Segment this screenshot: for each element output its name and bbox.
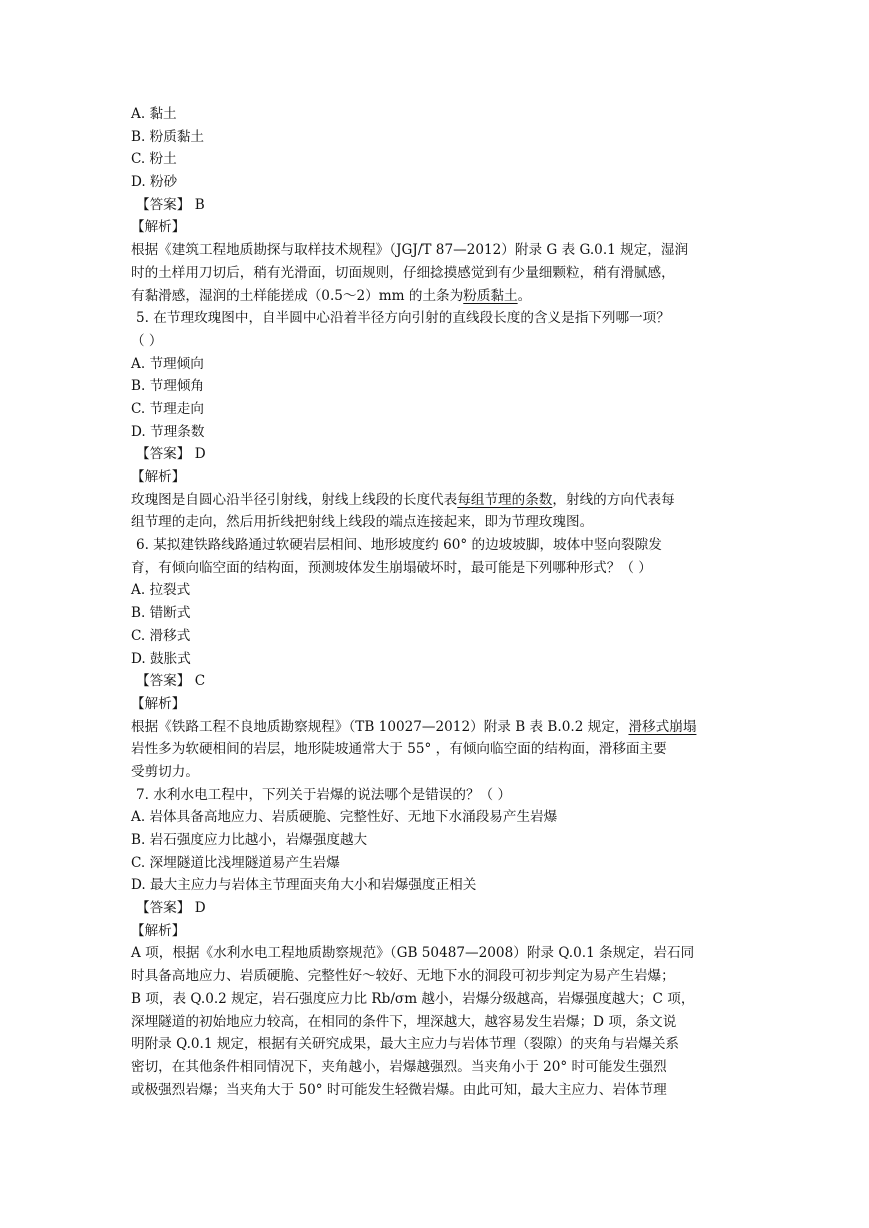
q5-option-b: B. 节理倾角: [131, 378, 205, 395]
q6-analysis-label: 【解析】: [131, 695, 186, 712]
q7-analysis-line: 或极强烈岩爆；当夹角大于 50° 时可能发生轻微岩爆。由此可知，最大主应力、岩体节理: [131, 1081, 667, 1098]
q5-option-d: D. 节理条数: [131, 423, 205, 440]
q7-analysis-line: A 项，根据《水利水电工程地质勘察规范》（GB 50487—2008）附录 Q.0.1 条规定，岩石同: [131, 945, 695, 962]
q7-option-c: C. 深埋隧道比浅埋隧道易产生岩爆: [131, 854, 340, 871]
q5-analysis-label: 【解析】: [131, 469, 186, 485]
q6-analysis-text: 根据《铁路工程不良地质勘察规程》（TB 10027—2012）附录 B 表 B.0.2 规定，: [131, 718, 629, 735]
document-page: [131, 103, 741, 1101]
q4-answer: 【答案】 B: [136, 196, 205, 213]
q7-stem: 7. 水利水电工程中，下列关于岩爆的说法哪个是错误的？（ ）: [136, 786, 512, 803]
q5-stem: 5. 在节理玫瑰图中，自半圆中心沿着半径方向引射的直线段长度的含义是指下列哪一项？: [136, 310, 670, 327]
q4-option-b: B. 粉质黏土: [131, 128, 205, 145]
q4-analysis-underlined: 粉质黏土: [463, 287, 518, 304]
q5-analysis-line: 组节理的走向，然后用折线把射线上线段的端点连接起来，即为节理玫瑰图。: [131, 514, 594, 531]
q4-option-a: A. 黏土: [131, 106, 177, 122]
q6-analysis-underlined: 滑移式崩塌: [628, 718, 697, 735]
q7-analysis-line: 明附录 Q.0.1 规定，根据有关研究成果，最大主应力与岩体节理（裂隙）的夹角与岩爆关系: [131, 1036, 680, 1053]
q5-analysis-text: ，射线的方向代表每: [552, 491, 675, 508]
q4-option-c: C. 粉土: [131, 151, 177, 168]
q6-analysis-line: 受剪切力。: [131, 763, 199, 780]
q6-answer: 【答案】 C: [136, 673, 206, 690]
q7-analysis-line: 密切，在其他条件相同情况下，夹角越小，岩爆越强烈。当夹角小于 20° 时可能发生强烈: [131, 1058, 667, 1075]
q5-analysis-underlined: 每组节理的条数: [457, 491, 553, 508]
q5-option-a: A. 节理倾向: [131, 355, 204, 372]
q7-analysis-line: 时具备高地应力、岩质硬脆、完整性好～较好、无地下水的洞段可初步判定为易产生岩爆；: [131, 968, 675, 985]
q5-analysis-line: [131, 489, 741, 512]
q5-answer: 【答案】 D: [136, 446, 206, 463]
q6-stem: 育，有倾向临空面的结构面，预测坡体发生崩塌破坏时，最可能是下列哪种形式？（ ）: [131, 559, 652, 576]
q4-analysis-line: 根据《建筑工程地质勘探与取样技术规程》（JGJ/T 87—2012）附录 G 表 G.0.1 规定，湿润: [131, 242, 689, 259]
q6-analysis-line: 岩性多为软硬相间的岩层，地形陡坡通常大于 55° ，有倾向临空面的结构面，滑移面主要: [131, 741, 667, 758]
q6-analysis-line: [131, 716, 741, 739]
q4-analysis-text: 有黏滑感，湿润的土样能搓成（0.5～2）mm 的土条为: [131, 287, 464, 304]
q4-option-d: D. 粉砂: [131, 174, 178, 191]
q6-stem: 6. 某拟建铁路线路通过软硬岩层相间、地形坡度约 60° 的边坡坡脚，坡体中竖向裂隙发: [136, 537, 662, 554]
q7-option-a: A. 岩体具备高地应力、岩质硬脆、完整性好、无地下水涌段易产生岩爆: [131, 809, 558, 826]
q7-analysis-line: B 项，表 Q.0.2 规定，岩石强度应力比 Rb/σm 越小，岩爆分级越高，岩爆强度越大；C 项，: [131, 990, 695, 1007]
q7-analysis-line: 深埋隧道的初始地应力较高，在相同的条件下，埋深越大，越容易发生岩爆；D 项，条文说: [131, 1013, 677, 1030]
q5-option-c: C. 节理走向: [131, 400, 204, 417]
q4-analysis-line: [131, 285, 741, 308]
q7-option-b: B. 岩石强度应力比越小，岩爆强度越大: [131, 832, 368, 848]
q6-option-c: C. 滑移式: [131, 627, 191, 644]
q7-option-d: D. 最大主应力与岩体主节理面夹角大小和岩爆强度正相关: [131, 877, 477, 894]
q7-answer: 【答案】 D: [136, 900, 206, 917]
q4-analysis-label: 【解析】: [131, 219, 186, 236]
q4-analysis-end: 。: [517, 287, 532, 304]
q5-stem-blank: （ ）: [131, 332, 163, 349]
q6-option-b: B. 错断式: [131, 605, 191, 622]
q6-option-a: A. 拉裂式: [131, 582, 191, 599]
q6-option-d: D. 鼓胀式: [131, 650, 191, 667]
q4-analysis-line: 时的土样用刀切后，稍有光滑面，切面规则，仔细捻摸感觉到有少量细颗粒，稍有滑腻感，: [131, 264, 675, 281]
q7-analysis-label: 【解析】: [131, 922, 186, 939]
q5-analysis-text: 玫瑰图是自圆心沿半径引射线，射线上线段的长度代表: [131, 491, 458, 508]
